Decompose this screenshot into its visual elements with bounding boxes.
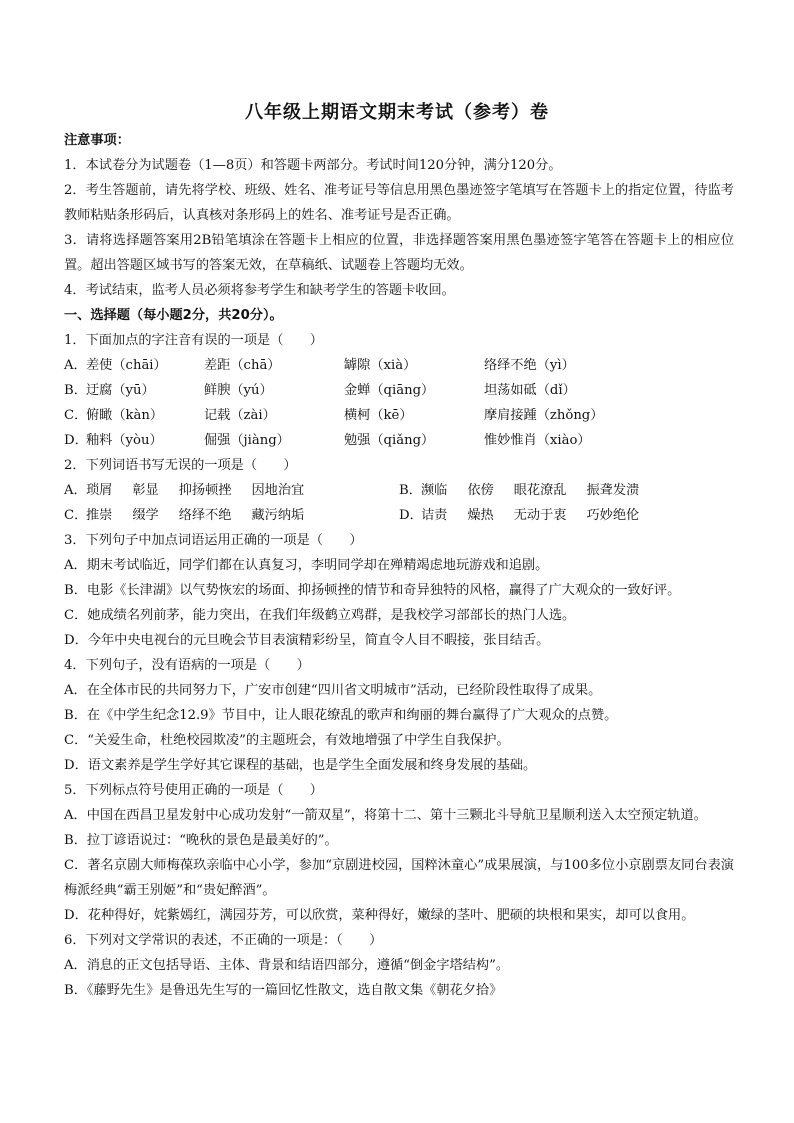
option-word: 巧妙绝伦 [586, 508, 640, 523]
option-item: 罅隙（xià） [344, 358, 417, 373]
option-word: 因地治宜 [251, 483, 305, 498]
option-word: 推崇 [86, 508, 113, 523]
option-label: B． [64, 383, 87, 398]
option-word: 无动于衷 [513, 508, 567, 523]
question-stem: 5．下列标点符号使用正确的一项是（ ） [64, 783, 323, 798]
option-text: B．在《中学生纪念12.9》节目中，让人眼花缭乱的歌声和绚丽的舞台赢得了广大观众的点赞。 [64, 708, 618, 723]
option-item: 金蝉（qiāng） [344, 383, 435, 398]
exam-title: 八年级上期语文期末考试（参考）卷 [245, 102, 549, 123]
notice-heading: 注意事项： [64, 133, 130, 148]
notice-item: 3．请将选择题答案用2B铅笔填涂在答题卡上相应的位置，非选择题答案用黑色墨迹签字笔答在答题卡上的相应位置。超出答题区域书写的答案无效，在草稿纸、试题卷上答题均无效。 [64, 233, 734, 273]
option-row [64, 428, 734, 453]
option-text: D．语文素养是学生学好其它课程的基础，也是学生全面发展和终身发展的基础。 [64, 758, 537, 773]
option-label: B． [399, 483, 422, 498]
option-item: 差使（chāi） [86, 358, 167, 373]
option-word: 络绎不绝 [178, 508, 232, 523]
option-item: 差距（chā） [204, 358, 281, 373]
option-item: 络绎不绝（yì） [484, 358, 575, 373]
option [64, 503, 399, 528]
option-text: A．中国在西昌卫星发射中心成功发射“一箭双星”，将第十二、第十三颗北斗导航卫星顺利送入太空预定轨道。 [64, 808, 707, 823]
option-text: B．拉丁谚语说过：“晚秋的景色是最美好的”。 [64, 833, 338, 848]
option-word: 琐屑 [86, 483, 113, 498]
option-label: A． [64, 483, 87, 498]
question-stem: 3．下列句子中加点词语运用正确的一项是（ ） [64, 533, 363, 548]
option-label: D． [64, 433, 88, 448]
option [399, 503, 734, 528]
option-text: A．消息的正文包括导语、主体、背景和结语四部分，遵循“倒金字塔结构”。 [64, 958, 510, 973]
option-label: C． [64, 508, 88, 523]
question-stem: 1．下面加点的字注音有误的一项是（ ） [64, 333, 323, 348]
option-text: D．花种得好，姹紫嫣红，满园芬芳，可以欣赏，菜种得好，嫩绿的茎叶、肥硕的块根和果实，却可以食用。 [64, 908, 695, 923]
option-row [64, 353, 734, 378]
option-text: C．“关爱生命，杜绝校园欺凌”的主题班会，有效地增强了中学生自我保护。 [64, 733, 510, 748]
notice-item: 4．考试结束，监考人员必须将参考学生和缺考学生的答题卡收回。 [64, 283, 455, 298]
option-text: A．期末考试临近，同学们都在认真复习，李明同学却在殚精竭虑地玩游戏和追剧。 [64, 558, 549, 573]
option-word: 诘责 [421, 508, 448, 523]
notice-item: 1．本试卷分为试题卷（1—8页）和答题卡两部分。考试时间120分钟，满分120分。 [64, 158, 562, 173]
option-row [64, 503, 734, 528]
option [64, 478, 399, 503]
option-row [64, 403, 734, 428]
option-text: D．今年中央电视台的元旦晚会节目表演精彩纷呈，简直令人目不暇接，张目结舌。 [64, 633, 550, 648]
option [399, 478, 734, 503]
option-word: 振聋发溃 [586, 483, 640, 498]
question-stem: 4．下列句子，没有语病的一项是（ ） [64, 658, 310, 673]
option-item: 倔强（jiàng） [204, 433, 290, 448]
option-word: 彰显 [132, 483, 159, 498]
option-item: 鲜腴（yú） [204, 383, 273, 398]
exam-content [64, 128, 734, 1003]
option-word: 依傍 [467, 483, 494, 498]
option-item: 勉强（qiǎng） [344, 433, 435, 448]
option-item: 记载（zài） [204, 408, 276, 423]
option-word: 眼花潦乱 [513, 483, 567, 498]
option-row [64, 378, 734, 403]
option-item: 横柯（kē） [344, 408, 413, 423]
option-row [64, 478, 734, 503]
option-word: 缀学 [132, 508, 159, 523]
option-item: 摩肩接踵（zhǒng） [484, 408, 604, 423]
option-label: D． [399, 508, 423, 523]
option-item: 迂腐（yū） [86, 383, 155, 398]
notice-item: 2．考生答题前，请先将学校、班级、姓名、准考证号等信息用黑色墨迹签字笔填写在答题卡上的指定位置，待监考教师粘贴条形码后，认真核对条形码上的姓名、准考证号是否正确。 [64, 183, 734, 223]
option-word: 藏污纳垢 [251, 508, 305, 523]
question-stem: 2．下列词语书写无误的一项是（ ） [64, 458, 297, 473]
option-label: C． [64, 408, 88, 423]
option-item: 俯瞰（kàn） [86, 408, 164, 423]
option-word: 燥热 [467, 508, 494, 523]
option-text: B．电影《长津湖》以气势恢宏的场面、抑扬顿挫的情节和奇异独特的风格，赢得了广大观众的一致好评。 [64, 583, 681, 598]
option-word: 抑扬顿挫 [178, 483, 232, 498]
option-text: C．她成绩名列前茅，能力突出，在我们年级鹤立鸡群，是我校学习部部长的热门人选。 [64, 608, 576, 623]
option-item: 釉料（yòu） [86, 433, 163, 448]
option-item: 坦荡如砥（dǐ） [484, 383, 576, 398]
section-heading: 一、选择题（每小题2分，共20分）。 [64, 308, 283, 323]
option-text: A．在全体市民的共同努力下，广安市创建“四川省文明城市”活动，已经阶段性取得了成果。 [64, 683, 602, 698]
option-label: A． [64, 358, 87, 373]
option-text: B．《藤野先生》是鲁迅先生写的一篇回忆性散文，选自散文集《朝花夕拾》 [64, 983, 503, 998]
option-text: C．著名京剧大师梅葆玖亲临中心小学，参加“京剧进校园，国粹沐童心”成果展演，与100多位小京剧票友同台表演梅派经典“霸王别姬”和“贵妃醉酒”。 [64, 858, 734, 898]
option-item: 惟妙惟肖（xiào） [484, 433, 591, 448]
option-word: 濒临 [421, 483, 448, 498]
question-stem: 6．下列对文学常识的表述，不正确的一项是：（ ） [64, 933, 383, 948]
